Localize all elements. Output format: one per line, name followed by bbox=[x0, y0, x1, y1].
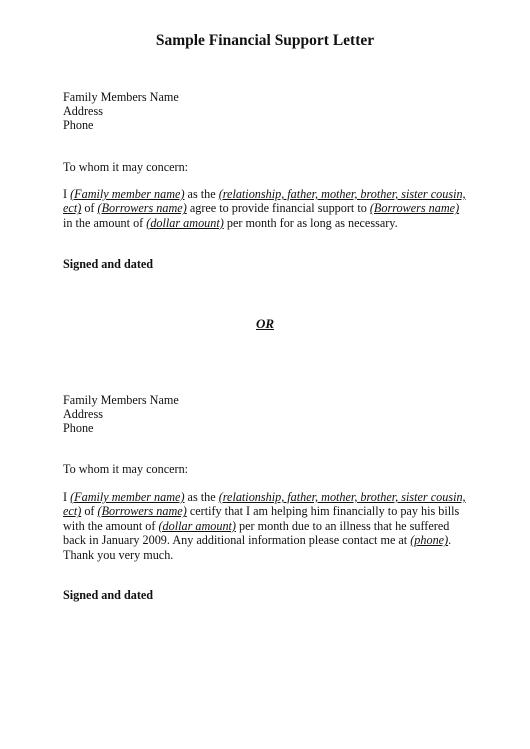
or-divider: OR bbox=[255, 316, 275, 331]
letter2-signature: Signed and dated bbox=[63, 588, 154, 602]
body-text: as the bbox=[184, 187, 219, 201]
header-address: Address bbox=[63, 104, 103, 118]
placeholder-field: (Family member name) bbox=[70, 187, 185, 201]
placeholder-field: (relationship, father, mother, brother, sister cousin, ect) bbox=[63, 187, 466, 216]
placeholder-field: (Borrowers name) bbox=[97, 504, 187, 519]
letter2-body bbox=[63, 490, 468, 562]
header-phone: Phone bbox=[63, 421, 94, 435]
body-text: . Thank you very much. bbox=[63, 533, 452, 562]
letter1-body bbox=[63, 187, 468, 230]
body-text: agree to provide financial support to bbox=[186, 201, 370, 216]
body-text: per month due to an illness that he suffered back in January 2009. Any additional information please contact me at bbox=[63, 518, 450, 548]
letter-title: Sample Financial Support Letter bbox=[155, 32, 375, 49]
body-text: I bbox=[63, 490, 71, 504]
body-text: of bbox=[81, 504, 98, 519]
placeholder-field: (phone) bbox=[410, 533, 449, 548]
body-text: as the bbox=[184, 490, 219, 504]
placeholder-field: (Family member name) bbox=[70, 490, 185, 504]
letter2-header bbox=[63, 393, 473, 435]
placeholder-field: (dollar amount) bbox=[146, 215, 224, 230]
header-family-name: Family Members Name bbox=[63, 90, 179, 104]
header-address: Address bbox=[63, 407, 103, 421]
placeholder-field: (Borrowers name) bbox=[369, 201, 460, 216]
letter1-salutation: To whom it may concern: bbox=[63, 160, 189, 174]
body-text: certify that I am helping him financially to pay his bills with the amount of bbox=[63, 504, 460, 533]
header-phone: Phone bbox=[63, 118, 94, 132]
letter1-signature: Signed and dated bbox=[63, 257, 154, 271]
header-family-name: Family Members Name bbox=[63, 393, 179, 407]
body-text: of bbox=[81, 201, 98, 216]
body-text: I bbox=[63, 187, 71, 201]
placeholder-field: (dollar amount) bbox=[158, 518, 236, 533]
body-text: in the amount of bbox=[63, 215, 147, 230]
placeholder-field: (relationship, father, mother, brother, sister cousin, ect) bbox=[63, 490, 466, 519]
letter2-salutation: To whom it may concern: bbox=[63, 462, 189, 476]
letter1-header bbox=[63, 90, 473, 132]
body-text: per month for as long as necessary. bbox=[223, 215, 398, 230]
placeholder-field: (Borrowers name) bbox=[97, 201, 187, 216]
